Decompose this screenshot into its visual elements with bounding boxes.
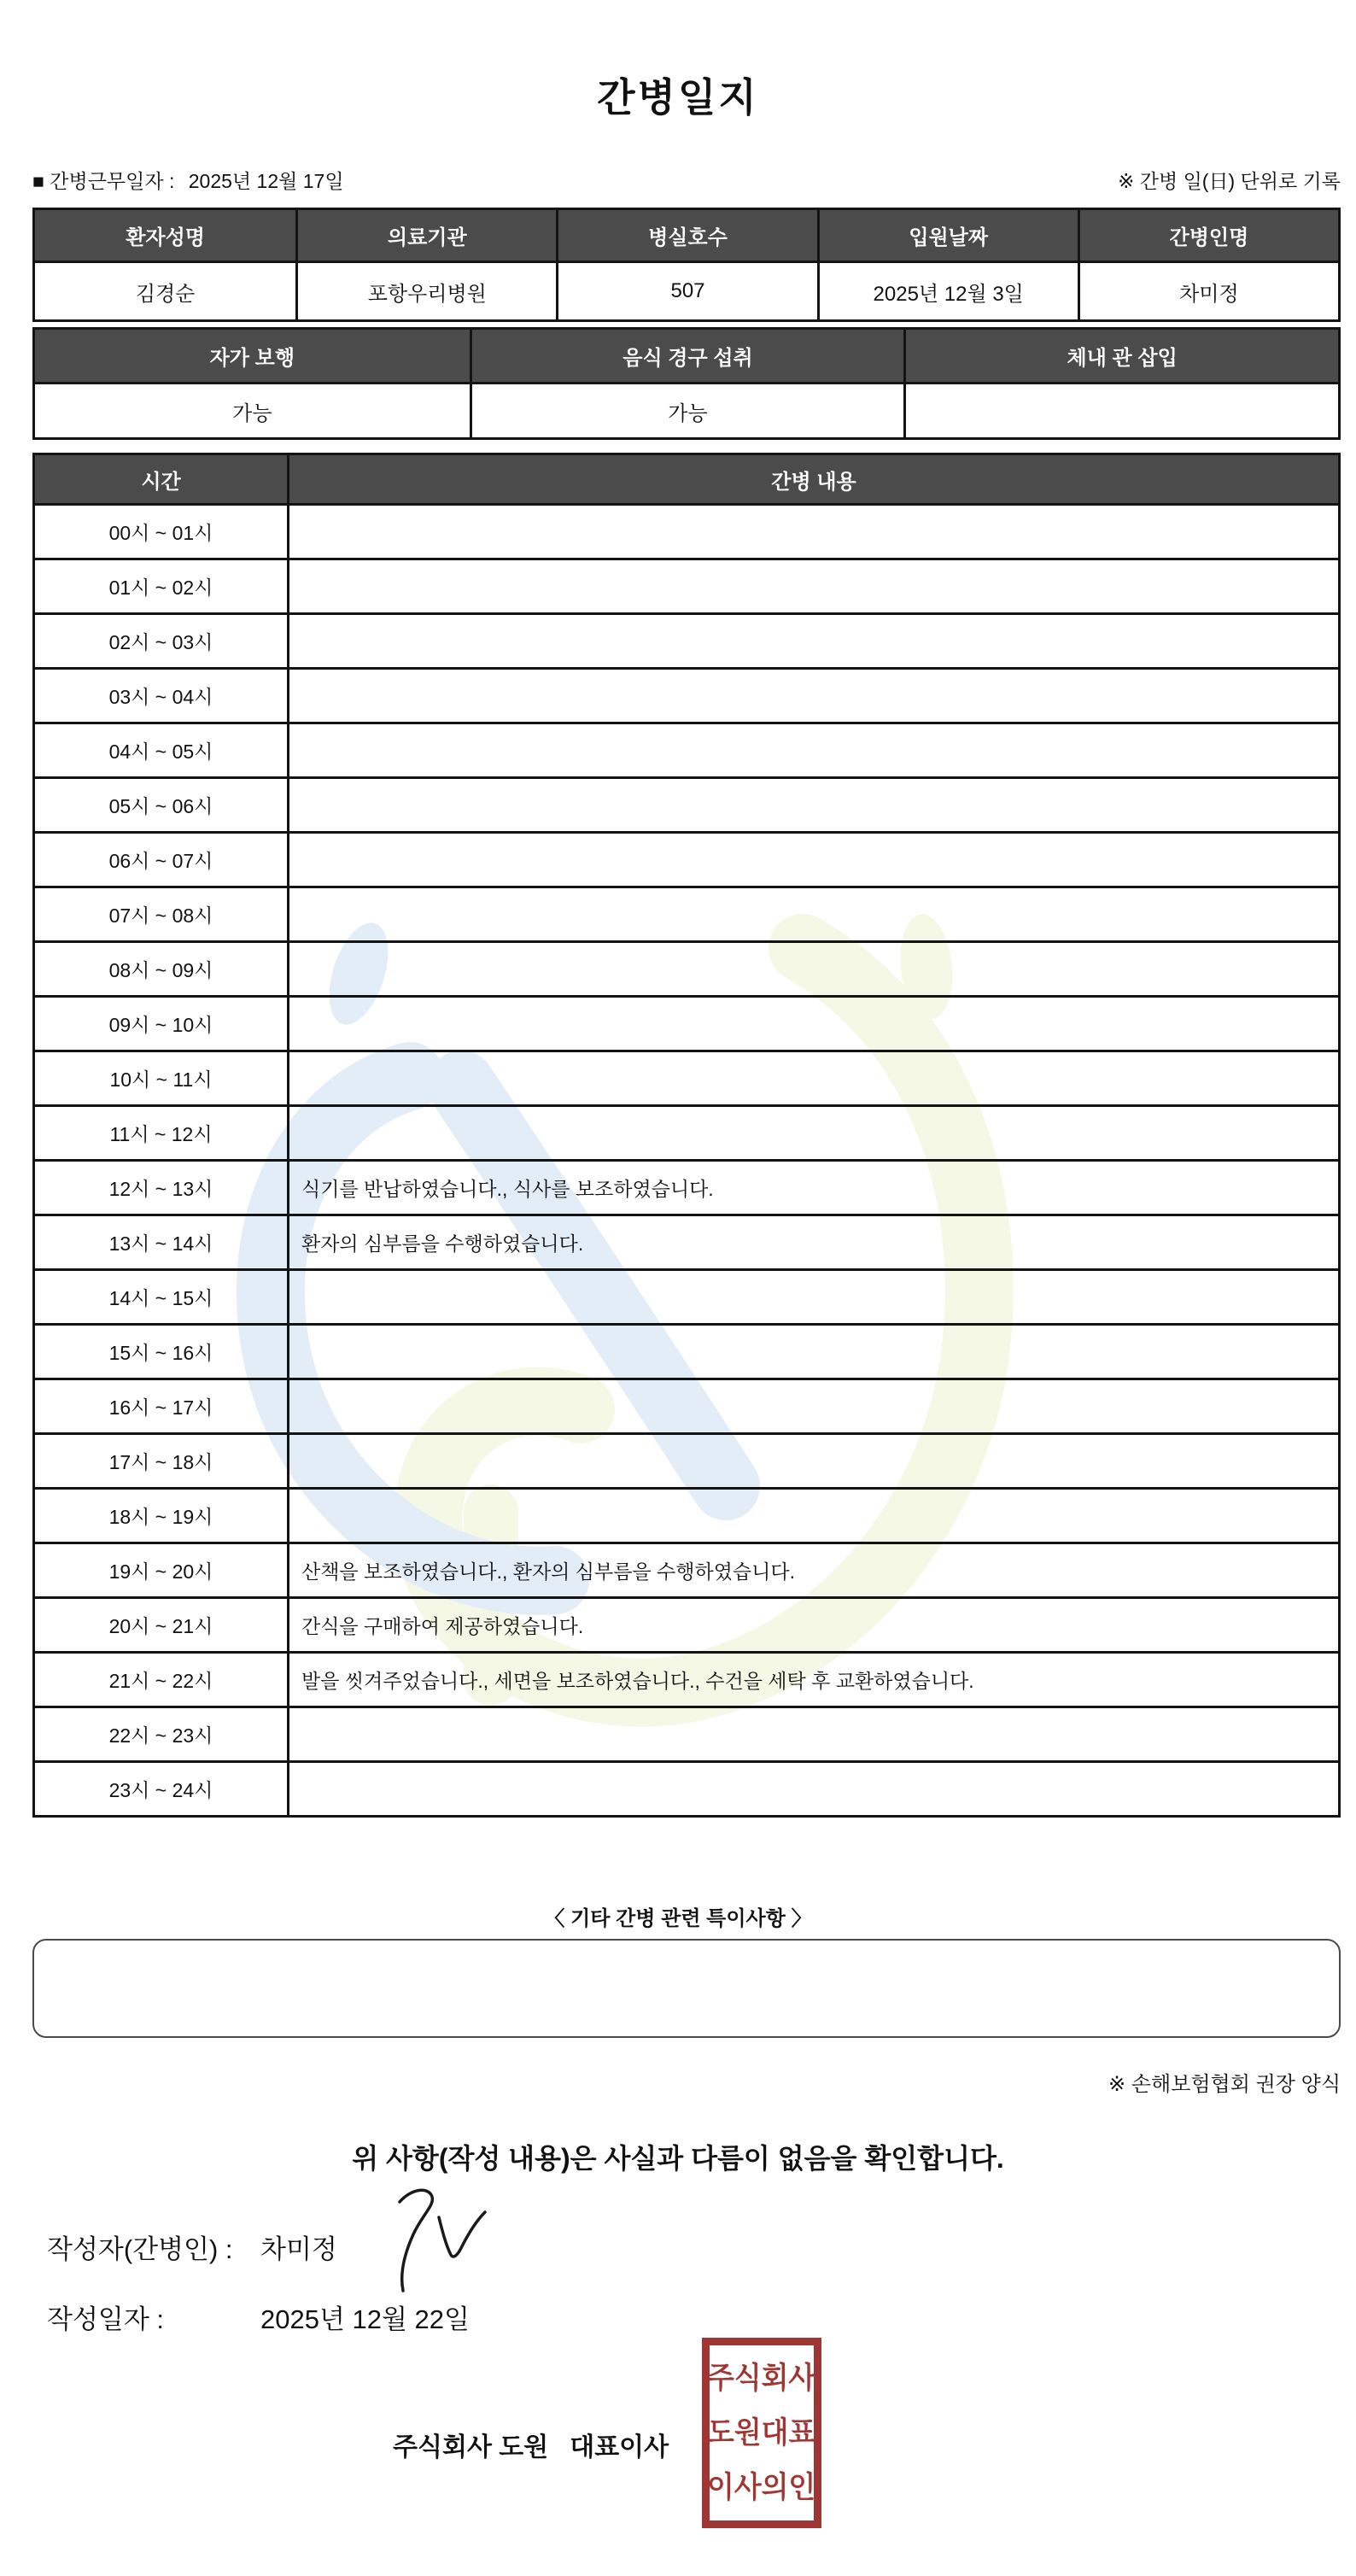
signature-stroke-left [400, 2190, 432, 2291]
writer-line [47, 2228, 337, 2266]
care-time-cell: 12시 ~ 13시 [34, 1161, 289, 1215]
care-time-cell: 18시 ~ 19시 [34, 1489, 289, 1543]
status-header-tube-insertion: 체내 관 삽입 [903, 330, 1338, 384]
care-time-cell: 08시 ~ 09시 [34, 942, 289, 997]
care-content-cell [289, 669, 1340, 723]
corporate-seal-stamp [702, 2338, 821, 2528]
care-row [34, 614, 1340, 669]
status-header-oral-intake: 음식 경구 섭취 [470, 330, 904, 384]
care-header-row [34, 454, 1340, 505]
care-row [34, 1489, 1340, 1543]
status-value-tube-insertion [903, 384, 1338, 437]
care-content-cell [289, 1051, 1340, 1106]
care-row [34, 1051, 1340, 1106]
info-header-room-number: 병실호수 [556, 210, 816, 263]
info-header-caregiver-name: 간병인명 [1078, 210, 1338, 263]
care-row [34, 723, 1340, 778]
care-row [34, 505, 1340, 559]
care-row [34, 1106, 1340, 1161]
care-content-cell [289, 1325, 1340, 1379]
care-time-cell: 20시 ~ 21시 [34, 1598, 289, 1653]
care-time-cell: 04시 ~ 05시 [34, 723, 289, 778]
writer-name: 차미정 [260, 2234, 337, 2264]
patient-info-table [32, 208, 1341, 322]
form-note: ※ 손해보험협회 권장 양식 [1108, 2073, 1341, 2096]
care-content-cell [289, 1270, 1340, 1325]
care-row [34, 997, 1340, 1051]
care-content-cell [289, 1379, 1340, 1434]
care-header-content: 간병 내용 [289, 454, 1340, 505]
care-time-cell: 01시 ~ 02시 [34, 559, 289, 614]
written-date-value: 2025년 12월 22일 [260, 2304, 470, 2334]
care-row [34, 1215, 1340, 1270]
care-row [34, 669, 1340, 723]
info-value-admission-date: 2025년 12월 3일 [817, 263, 1078, 319]
care-time-cell: 11시 ~ 12시 [34, 1106, 289, 1161]
care-time-cell: 07시 ~ 08시 [34, 887, 289, 942]
care-content-cell [289, 614, 1340, 669]
seal-text-line: 도원대표 [707, 2415, 816, 2450]
care-row [34, 778, 1340, 833]
care-content-cell [289, 997, 1340, 1051]
care-time-cell: 15시 ~ 16시 [34, 1325, 289, 1379]
care-time-cell: 00시 ~ 01시 [34, 505, 289, 559]
care-row [34, 1653, 1340, 1707]
care-time-cell: 19시 ~ 20시 [34, 1543, 289, 1598]
care-time-cell: 02시 ~ 03시 [34, 614, 289, 669]
care-time-cell: 23시 ~ 24시 [34, 1762, 289, 1817]
handwritten-signature [367, 2180, 495, 2308]
care-row [34, 1434, 1340, 1489]
info-header-patient-name: 환자성명 [35, 210, 295, 263]
patient-status-table [32, 327, 1341, 440]
care-time-cell: 21시 ~ 22시 [34, 1653, 289, 1707]
unit-note: ※ 간병 일(日) 단위로 기록 [1118, 170, 1341, 192]
care-row [34, 942, 1340, 997]
care-content-cell [289, 1434, 1340, 1489]
info-header-admission-date: 입원날짜 [817, 210, 1078, 263]
care-row [34, 1762, 1340, 1817]
status-header-self-walking: 자가 보행 [35, 330, 470, 384]
care-time-cell: 16시 ~ 17시 [34, 1379, 289, 1434]
seal-text-line: 주식회사 [707, 2361, 816, 2395]
care-content-cell: 발을 씻겨주었습니다., 세면을 보조하였습니다., 수건을 세탁 후 교환하였습니다. [289, 1653, 1340, 1707]
care-row [34, 833, 1340, 887]
info-header-medical-institution: 의료기관 [295, 210, 556, 263]
care-time-cell: 17시 ~ 18시 [34, 1434, 289, 1489]
confirmation-statement: 위 사항(작성 내용)은 사실과 다름이 없음을 확인합니다. [352, 2143, 1004, 2174]
care-content-cell: 산책을 보조하였습니다., 환자의 심부름을 수행하였습니다. [289, 1543, 1340, 1598]
care-time-cell: 14시 ~ 15시 [34, 1270, 289, 1325]
care-time-cell: 10시 ~ 11시 [34, 1051, 289, 1106]
work-date-label: ■ 간병근무일자 : [32, 170, 175, 192]
status-value-oral-intake: 가능 [470, 384, 904, 437]
care-time-cell: 22시 ~ 23시 [34, 1707, 289, 1762]
work-date-line [32, 166, 353, 194]
signature-stroke-check [439, 2212, 485, 2257]
care-content-cell [289, 1489, 1340, 1543]
care-time-cell: 03시 ~ 04시 [34, 669, 289, 723]
care-content-cell [289, 723, 1340, 778]
meta-row [32, 166, 1341, 194]
care-header-time: 시간 [34, 454, 289, 505]
care-row [34, 887, 1340, 942]
status-value-self-walking: 가능 [232, 401, 272, 425]
care-time-cell: 09시 ~ 10시 [34, 997, 289, 1051]
care-content-cell [289, 1106, 1340, 1161]
page-title: 간병일지 [597, 75, 759, 120]
care-content-cell: 간식을 구매하여 제공하였습니다. [289, 1598, 1340, 1653]
care-content-cell [289, 1762, 1340, 1817]
care-content-cell [289, 887, 1340, 942]
info-value-room-number: 507 [556, 263, 816, 319]
work-date-value: 2025년 12월 17일 [188, 170, 344, 192]
care-row [34, 1161, 1340, 1215]
special-notes-box [32, 1939, 1341, 2038]
writer-label: 작성자(간병인) : [47, 2234, 233, 2264]
info-value-caregiver-name: 차미정 [1078, 263, 1338, 319]
care-row [34, 559, 1340, 614]
care-time-cell: 05시 ~ 06시 [34, 778, 289, 833]
company-representative-line: 주식회사 도원 대표이사 [393, 2433, 669, 2462]
info-value-patient-name: 김경순 [135, 282, 196, 306]
care-content-cell [289, 833, 1340, 887]
care-row [34, 1707, 1340, 1762]
care-content-cell: 환자의 심부름을 수행하였습니다. [289, 1215, 1340, 1270]
care-content-cell [289, 1707, 1340, 1762]
care-content-cell: 식기를 반납하였습니다., 식사를 보조하였습니다. [289, 1161, 1340, 1215]
special-notes-heading: 〈 기타 간병 관련 특이사항 〉 [544, 1907, 812, 1930]
seal-text-line: 이사의인 [707, 2470, 816, 2504]
care-row [34, 1270, 1340, 1325]
care-row [34, 1543, 1340, 1598]
care-time-cell: 06시 ~ 07시 [34, 833, 289, 887]
care-content-cell [289, 942, 1340, 997]
info-value-medical-institution: 포항우리병원 [295, 263, 556, 319]
care-time-cell: 13시 ~ 14시 [34, 1215, 289, 1270]
care-row [34, 1325, 1340, 1379]
care-content-cell [289, 559, 1340, 614]
care-row [34, 1379, 1340, 1434]
care-content-cell [289, 778, 1340, 833]
written-date-label: 작성일자 : [47, 2304, 165, 2334]
hourly-care-table [32, 453, 1341, 1818]
care-content-cell [289, 505, 1340, 559]
care-row [34, 1598, 1340, 1653]
